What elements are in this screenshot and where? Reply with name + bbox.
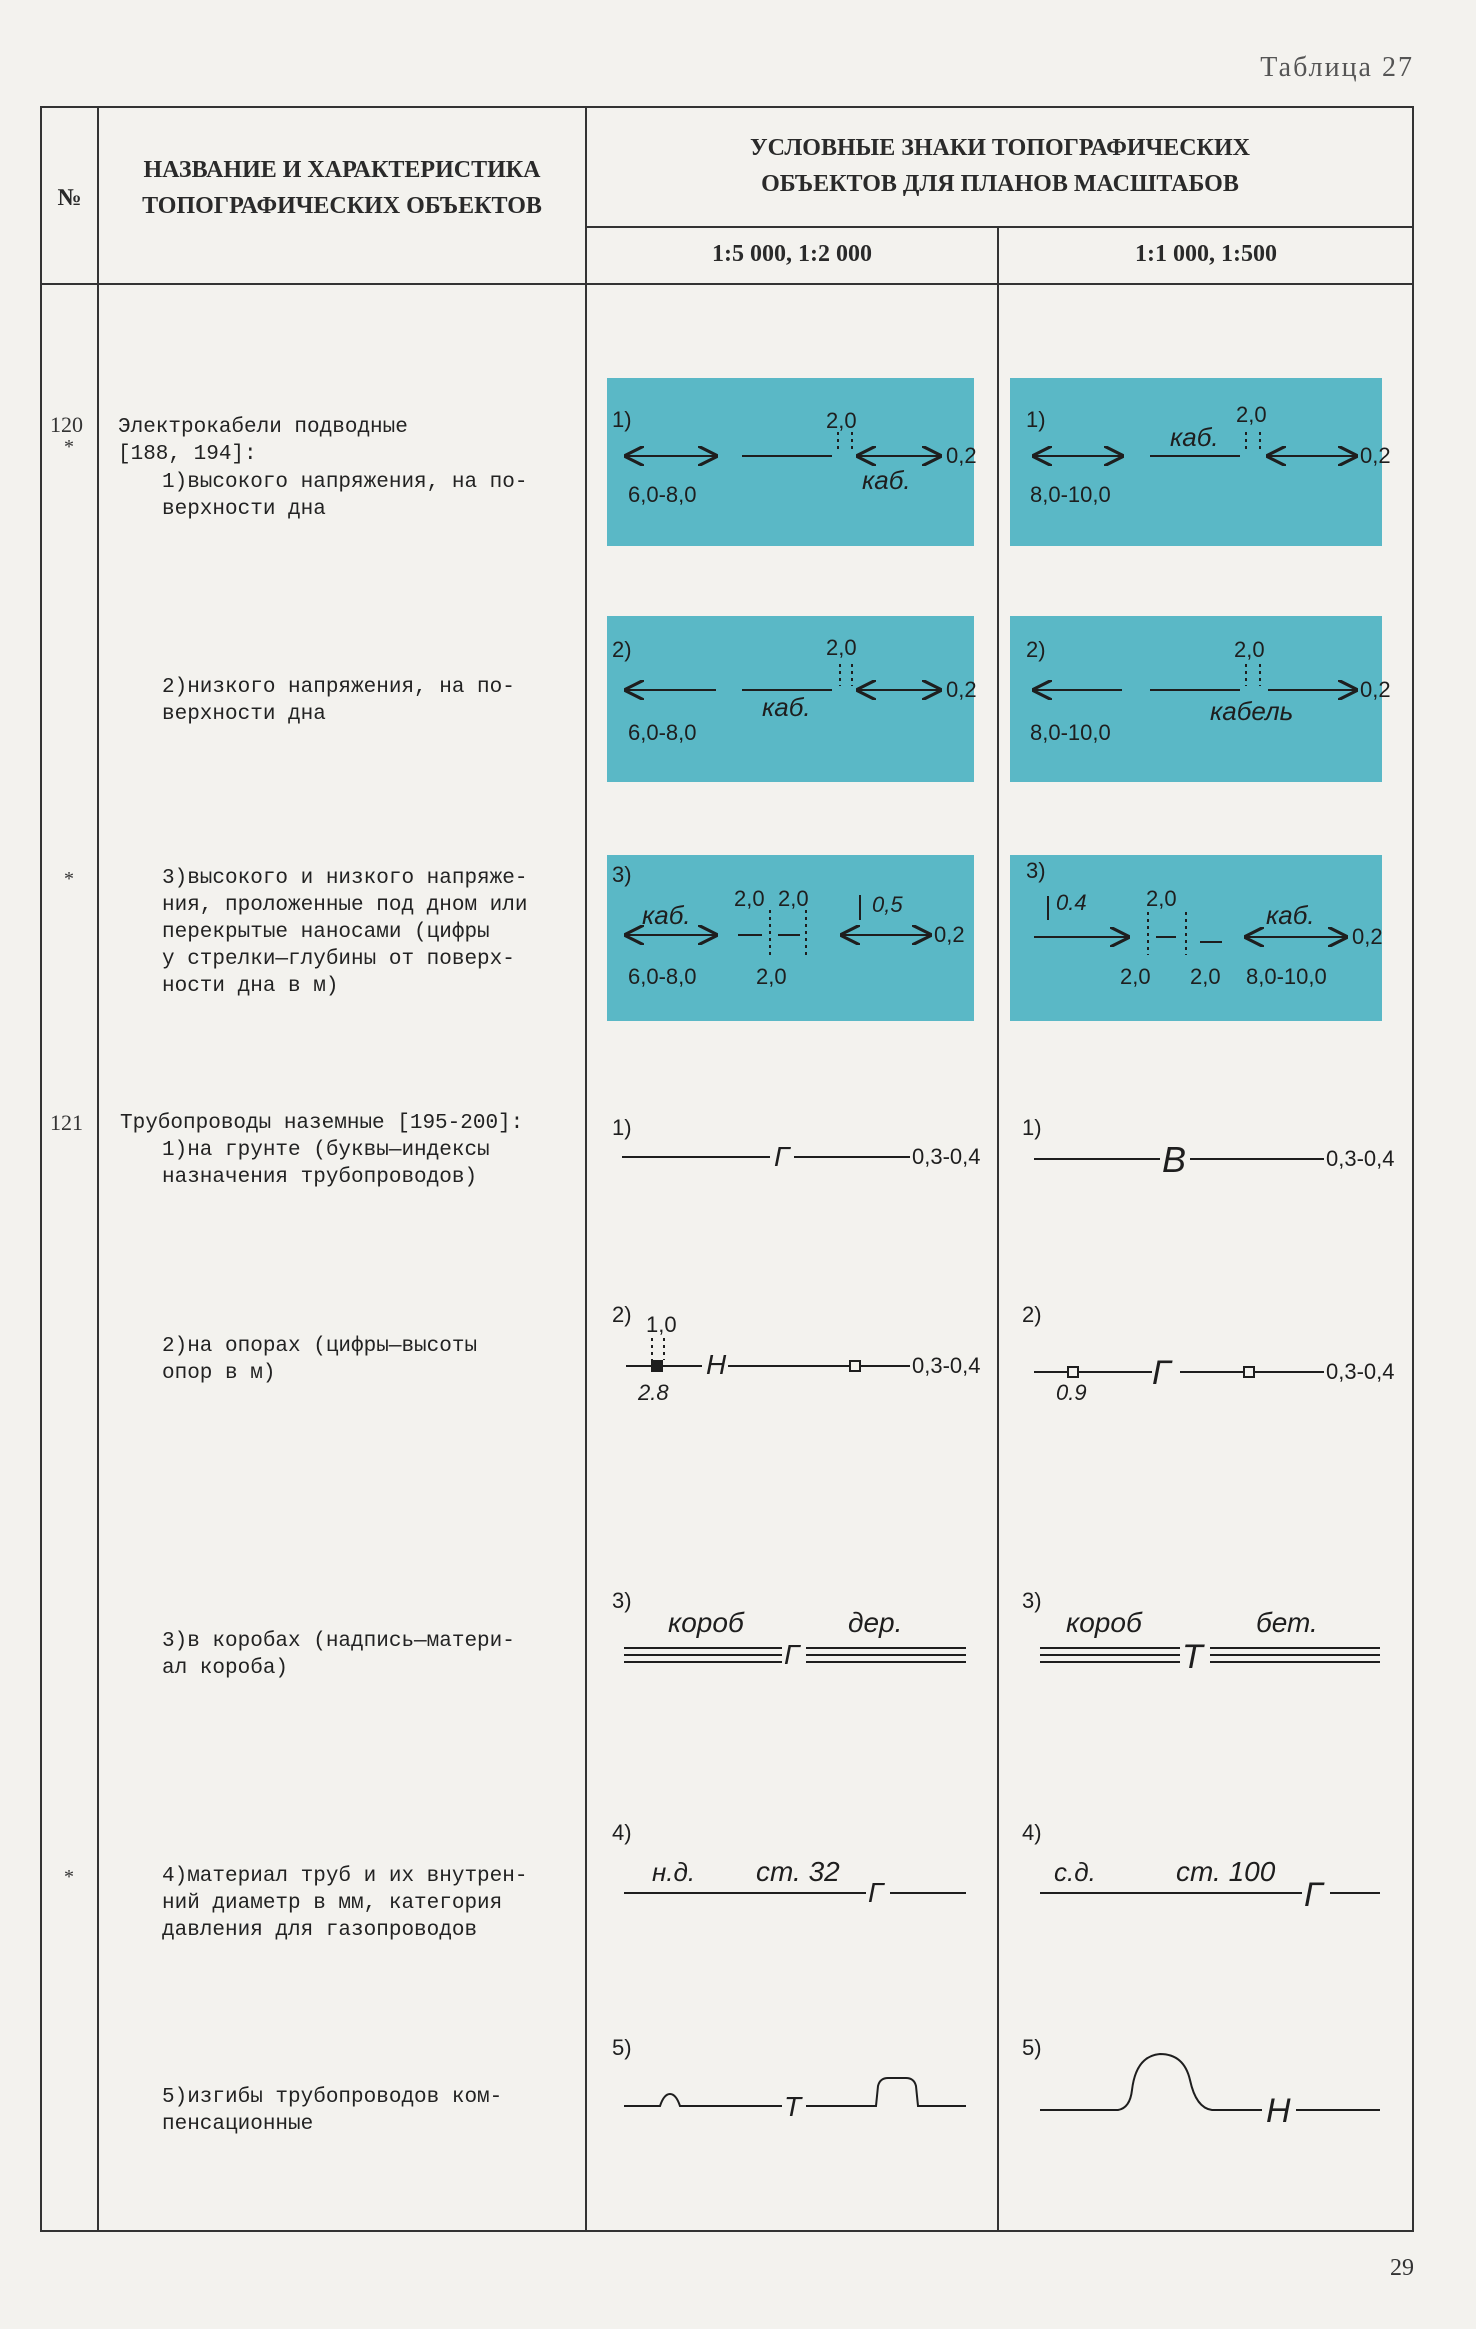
sign-120-3-a-below: 2,0	[756, 964, 787, 989]
sign-121-4-a-index: Г	[868, 1877, 884, 1908]
sign-120-3-b-height: 2,0	[1146, 886, 1177, 911]
sign-121-2-b-index: Г	[1152, 1354, 1171, 1392]
sign-121-3-a-index: Г	[784, 1639, 800, 1670]
sign-121-4-b-index: Г	[1304, 1876, 1323, 1914]
sign-121-5-a-line-left	[624, 2094, 782, 2106]
sign-120-2-a-thickness: 0,2	[946, 677, 977, 702]
sign-121-2-b-support-square-2	[1244, 1367, 1254, 1377]
row-120-3-line1: 3)высокого и низкого напряже-	[162, 867, 528, 890]
sign-121-2-a-support-square-2	[850, 1361, 860, 1371]
sign-121-3-a-label-1: короб	[668, 1607, 744, 1638]
header-scale-a: 1:5 000, 1:2 000	[712, 241, 872, 267]
sign-120-3-b	[1026, 858, 1383, 989]
sign-120-1-b-num: 1)	[1026, 407, 1046, 432]
row-120-1-line1: 1)высокого напряжения, на по-	[162, 471, 528, 494]
sign-120-1-a-num: 1)	[612, 407, 632, 432]
row-120-3-line2: ния, проложенные под дном или	[162, 894, 528, 917]
sign-120-1-a	[612, 407, 977, 507]
sign-121-5-a-line-right	[806, 2078, 966, 2106]
sign-120-2-a-num: 2)	[612, 637, 632, 662]
sign-120-1-b-dims: 8,0-10,0	[1030, 482, 1111, 507]
sign-121-2-a-index: Н	[706, 1349, 727, 1380]
sign-120-1-a-label: каб.	[862, 465, 911, 495]
row-121-2-line2: опор в м)	[162, 1362, 276, 1385]
header-col-name-line1: НАЗВАНИЕ И ХАРАКТЕРИСТИКА	[143, 157, 541, 183]
page-number: 29	[1390, 2255, 1414, 2281]
sign-120-3-a-dims: 6,0-8,0	[628, 964, 697, 989]
sign-120-1-a-dims: 6,0-8,0	[628, 482, 697, 507]
row-121-1-line2: назначения трубопроводов)	[162, 1166, 478, 1189]
header-col-signs-line2: ОБЪЕКТОВ ДЛЯ ПЛАНОВ МАСШТАБОВ	[761, 171, 1239, 197]
sign-120-2-b-height: 2,0	[1234, 637, 1265, 662]
row-120-3-line4: у стрелки—глубины от поверх-	[162, 948, 515, 971]
row-121-2-line1: 2)на опорах (цифры—высоты	[162, 1335, 478, 1358]
sign-121-4-b-num: 4)	[1022, 1820, 1042, 1845]
sign-121-4-a-label-2: ст. 32	[756, 1856, 840, 1887]
row-121-4-line1: 4)материал труб и их внутрен-	[162, 1865, 528, 1888]
sign-121-3-b-index: Т	[1182, 1638, 1203, 1676]
sign-121-2-b-width: 0,3-0,4	[1326, 1359, 1395, 1384]
sign-121-3-a-label-2: дер.	[848, 1607, 903, 1638]
row-120-number: 120	[50, 412, 83, 437]
sign-120-2-a	[612, 635, 977, 745]
sign-121-3-a-num: 3)	[612, 1588, 632, 1613]
sign-121-2-b-size: 0.9	[1056, 1380, 1087, 1405]
sign-121-1-b-index: В	[1162, 1139, 1187, 1180]
row-121-4-line3: давления для газопроводов	[162, 1919, 478, 1942]
sign-120-3-a-num: 3)	[612, 862, 632, 887]
row-120-3-line3: перекрытые наносами (цифры	[162, 921, 490, 944]
sign-120-3-a-h2: 2,0	[778, 886, 809, 911]
sign-121-4-a-label-1: н.д.	[652, 1857, 696, 1887]
header-col-signs-line1: УСЛОВНЫЕ ЗНАКИ ТОПОГРАФИЧЕСКИХ	[750, 135, 1250, 161]
sign-121-5-a-index: Т	[784, 2091, 802, 2122]
sign-121-1-a-num: 1)	[612, 1115, 632, 1140]
row-120-3-star: *	[64, 868, 74, 890]
sign-120-3-a-thickness: 0,2	[934, 922, 965, 947]
row-121-4-star: *	[64, 1866, 74, 1888]
sign-120-1-b	[1026, 402, 1391, 507]
sign-120-3-b-thickness: 0,2	[1352, 924, 1383, 949]
sign-121-4-a-num: 4)	[612, 1820, 632, 1845]
row-121-number: 121	[50, 1110, 83, 1135]
sign-120-2-a-dims: 6,0-8,0	[628, 720, 697, 745]
row-121-title: Трубопроводы наземные [195-200]:	[120, 1112, 524, 1135]
sign-121-5-a	[612, 2035, 966, 2122]
sign-121-5-b-num: 5)	[1022, 2035, 1042, 2060]
sign-120-2-a-height: 2,0	[826, 635, 857, 660]
sign-121-5-a-num: 5)	[612, 2035, 632, 2060]
header-col-name-line2: ТОПОГРАФИЧЕСКИХ ОБЪЕКТОВ	[142, 193, 542, 219]
sign-120-3-b-depth: 0.4	[1056, 890, 1087, 915]
sign-121-4-b-label-1: с.д.	[1054, 1857, 1096, 1887]
row-121-1-line1: 1)на грунте (буквы—индексы	[162, 1139, 490, 1162]
sign-120-2-b-label: кабель	[1210, 696, 1294, 726]
sign-121-4-a	[612, 1820, 966, 1908]
sign-121-1-b-width: 0,3-0,4	[1326, 1146, 1395, 1171]
sign-121-2-b-num: 2)	[1022, 1302, 1042, 1327]
sign-121-5-b-line-left	[1040, 2054, 1262, 2110]
sign-121-3-b-num: 3)	[1022, 1588, 1042, 1613]
sign-120-2-b-num: 2)	[1026, 637, 1046, 662]
sign-121-2-a	[612, 1302, 981, 1405]
sign-120-3-a-label: каб.	[642, 900, 691, 930]
sign-121-2-b-support-square	[1068, 1367, 1078, 1377]
sign-121-2-a-height: 1,0	[646, 1312, 677, 1337]
sign-120-2-b-thickness: 0,2	[1360, 677, 1391, 702]
sign-120-1-a-thickness: 0,2	[946, 443, 977, 468]
sign-120-1-b-height: 2,0	[1236, 402, 1267, 427]
sign-121-3-b-label-1: короб	[1066, 1607, 1142, 1638]
sign-120-3-b-num: 3)	[1026, 858, 1046, 883]
sign-121-5-b	[1022, 2035, 1380, 2130]
sign-120-2-b-dims: 8,0-10,0	[1030, 720, 1111, 745]
sign-121-3-a	[612, 1588, 966, 1670]
sign-121-2-a-size: 2.8	[638, 1380, 669, 1405]
sign-120-3-b-dims: 8,0-10,0	[1246, 964, 1327, 989]
sign-120-3-a	[612, 862, 965, 989]
sign-120-3-a-h1: 2,0	[734, 886, 765, 911]
header-scale-b: 1:1 000, 1:500	[1135, 241, 1277, 267]
row-120-title-line2: [188, 194]:	[118, 443, 257, 466]
sign-121-2-a-width: 0,3-0,4	[912, 1353, 981, 1378]
sign-121-4-b	[1022, 1820, 1380, 1914]
sign-120-3-b-below-1: 2,0	[1120, 964, 1151, 989]
row-121-3-line1: 3)в коробах (надпись—матери-	[162, 1630, 515, 1653]
row-120-2-line1: 2)низкого напряжения, на по-	[162, 676, 515, 699]
sign-120-1-a-height: 2,0	[826, 408, 857, 433]
row-121-5-line1: 5)изгибы трубопроводов ком-	[162, 2086, 503, 2109]
sign-121-3-b	[1022, 1588, 1380, 1676]
sign-120-3-b-below-2: 2,0	[1190, 964, 1221, 989]
table-label: Таблица 27	[1260, 52, 1414, 83]
header-col-num: №	[57, 185, 82, 211]
sign-121-1-a	[612, 1115, 981, 1172]
sign-121-1-b	[1022, 1115, 1395, 1180]
row-121-3-line2: ал короба)	[162, 1657, 289, 1680]
row-120-2-line2: верхности дна	[162, 703, 326, 726]
sign-120-2-b	[1026, 637, 1391, 745]
row-120-3-line5: ности дна в м)	[162, 975, 339, 998]
sign-121-3-b-label-2: бет.	[1256, 1607, 1318, 1638]
row-120-1-line2: верхности дна	[162, 498, 326, 521]
sign-121-2-a-num: 2)	[612, 1302, 632, 1327]
row-120-star: *	[64, 436, 74, 458]
sign-121-1-a-width: 0,3-0,4	[912, 1144, 981, 1169]
row-121-5-line2: пенсационные	[162, 2113, 314, 2136]
row-121-4-line2: ний диаметр в мм, категория	[162, 1892, 503, 1915]
sign-120-1-b-label: каб.	[1170, 422, 1219, 452]
sign-120-1-b-thickness: 0,2	[1360, 443, 1391, 468]
sign-121-2-a-support-square	[652, 1361, 662, 1371]
sign-120-2-a-label: каб.	[762, 692, 811, 722]
sign-121-4-b-label-2: ст. 100	[1176, 1856, 1276, 1887]
sign-121-1-a-index: Г	[774, 1141, 790, 1172]
sign-121-5-b-index: Н	[1266, 2092, 1291, 2130]
sign-121-1-b-num: 1)	[1022, 1115, 1042, 1140]
sign-120-3-b-label: каб.	[1266, 900, 1315, 930]
row-120-title-line1: Электрокабели подводные	[118, 416, 408, 439]
sign-121-2-b	[1022, 1302, 1395, 1405]
sign-120-3-a-depth: 0,5	[872, 892, 903, 917]
